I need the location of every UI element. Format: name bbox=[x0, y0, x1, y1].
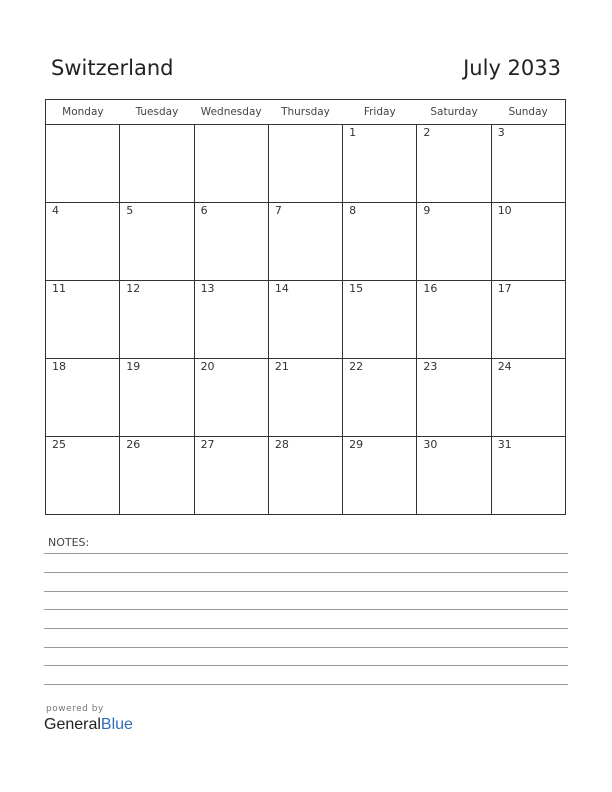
day-number: 29 bbox=[349, 438, 364, 451]
day-cell bbox=[343, 125, 417, 203]
day-number: 8 bbox=[349, 204, 357, 217]
note-line bbox=[44, 553, 568, 554]
note-line bbox=[44, 628, 568, 629]
weekday-header: Tuesday bbox=[120, 100, 194, 125]
day-cell bbox=[194, 203, 268, 281]
day-cell bbox=[46, 359, 120, 437]
day-number: 21 bbox=[274, 360, 289, 373]
brand-general: General bbox=[44, 716, 101, 733]
day-number: 30 bbox=[423, 438, 438, 451]
calendar-week-row bbox=[46, 203, 566, 281]
day-number: 15 bbox=[349, 282, 364, 295]
day-cell bbox=[343, 203, 417, 281]
day-number bbox=[46, 125, 119, 126]
calendar-month-title: July 2033 bbox=[463, 56, 561, 80]
day-cell bbox=[120, 281, 194, 359]
day-number: 24 bbox=[497, 360, 512, 373]
calendar-country-title: Switzerland bbox=[51, 56, 174, 80]
day-number: 18 bbox=[52, 360, 66, 373]
day-cell bbox=[194, 437, 268, 515]
day-number bbox=[195, 125, 268, 126]
day-number: 23 bbox=[423, 360, 438, 373]
day-number bbox=[269, 125, 342, 126]
day-cell bbox=[417, 125, 491, 203]
day-cell bbox=[491, 203, 565, 281]
note-line bbox=[44, 572, 568, 573]
day-cell bbox=[268, 203, 342, 281]
day-cell bbox=[120, 203, 194, 281]
day-number: 16 bbox=[423, 282, 438, 295]
day-cell bbox=[268, 125, 342, 203]
day-cell bbox=[417, 281, 491, 359]
day-cell bbox=[120, 437, 194, 515]
day-number: 14 bbox=[274, 282, 289, 295]
day-number: 10 bbox=[497, 204, 512, 217]
day-number: 26 bbox=[126, 438, 141, 451]
day-cell bbox=[268, 437, 342, 515]
day-cell bbox=[417, 437, 491, 515]
day-number: 27 bbox=[200, 438, 215, 451]
day-cell bbox=[491, 281, 565, 359]
notes-label: NOTES: bbox=[48, 536, 90, 549]
day-number: 4 bbox=[52, 204, 59, 217]
day-number: 5 bbox=[126, 204, 134, 217]
weekday-header: Monday bbox=[46, 100, 120, 125]
day-number: 6 bbox=[200, 204, 208, 217]
note-line bbox=[44, 665, 568, 666]
day-cell bbox=[46, 125, 120, 203]
day-number: 17 bbox=[497, 282, 512, 295]
day-number: 13 bbox=[200, 282, 215, 295]
note-line bbox=[44, 684, 568, 685]
day-cell bbox=[46, 281, 120, 359]
day-number: 20 bbox=[200, 360, 215, 373]
day-number: 3 bbox=[497, 126, 505, 139]
day-cell bbox=[120, 125, 194, 203]
day-cell bbox=[194, 125, 268, 203]
note-line bbox=[44, 591, 568, 592]
day-number: 11 bbox=[52, 282, 66, 295]
weekday-header: Friday bbox=[343, 100, 417, 125]
day-cell bbox=[343, 281, 417, 359]
calendar-grid bbox=[45, 99, 566, 515]
day-number: 12 bbox=[126, 282, 141, 295]
day-cell bbox=[46, 437, 120, 515]
day-number: 2 bbox=[423, 126, 431, 139]
day-cell bbox=[491, 125, 565, 203]
day-cell bbox=[268, 281, 342, 359]
day-cell bbox=[120, 359, 194, 437]
day-cell bbox=[417, 359, 491, 437]
day-cell bbox=[46, 203, 120, 281]
day-cell bbox=[491, 437, 565, 515]
day-number: 7 bbox=[274, 204, 282, 217]
weekday-header: Thursday bbox=[268, 100, 342, 125]
day-cell bbox=[268, 359, 342, 437]
day-number: 9 bbox=[423, 204, 431, 217]
weekday-header: Sunday bbox=[491, 100, 565, 125]
calendar-week-row bbox=[46, 437, 566, 515]
weekday-header: Saturday bbox=[417, 100, 491, 125]
day-number: 19 bbox=[126, 360, 141, 373]
day-number: 22 bbox=[349, 360, 364, 373]
day-cell bbox=[417, 203, 491, 281]
note-line bbox=[44, 609, 568, 610]
day-cell bbox=[343, 359, 417, 437]
day-cell bbox=[343, 437, 417, 515]
calendar-week-row bbox=[46, 281, 566, 359]
day-cell bbox=[491, 359, 565, 437]
day-cell bbox=[194, 359, 268, 437]
calendar-week-row bbox=[46, 359, 566, 437]
day-number: 31 bbox=[497, 438, 512, 451]
weekday-header-row bbox=[46, 100, 566, 125]
day-number: 1 bbox=[349, 126, 357, 139]
note-line bbox=[44, 647, 568, 648]
day-number: 25 bbox=[52, 438, 66, 451]
day-number: 28 bbox=[274, 438, 289, 451]
powered-by-text: powered by bbox=[46, 704, 104, 714]
day-number bbox=[120, 125, 193, 126]
generalblue-logo bbox=[44, 716, 133, 734]
calendar-week-row bbox=[46, 125, 566, 203]
brand-blue: Blue bbox=[100, 716, 133, 733]
weekday-header: Wednesday bbox=[194, 100, 268, 125]
day-cell bbox=[194, 281, 268, 359]
